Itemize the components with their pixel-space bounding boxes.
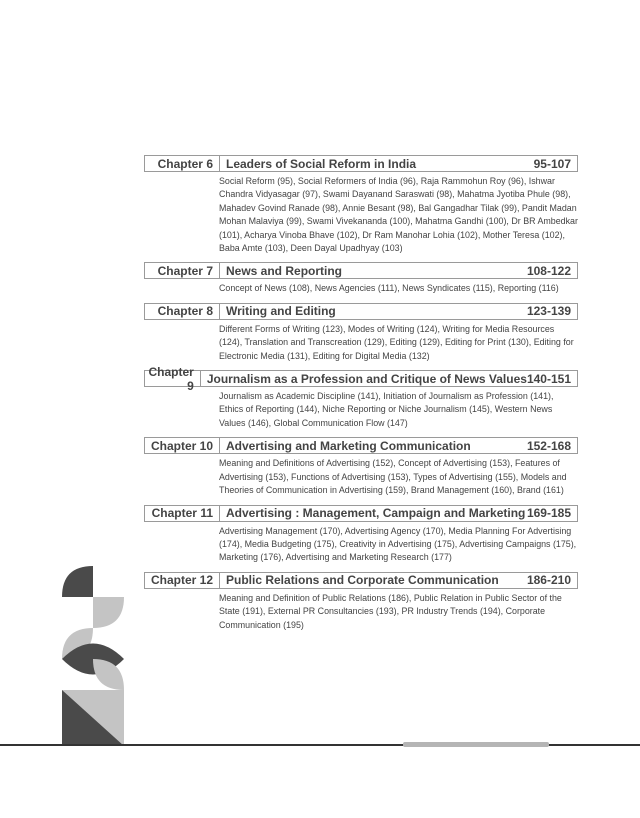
chapter-header xyxy=(144,505,578,522)
chapter-title: News and Reporting xyxy=(226,263,343,278)
decorative-leaf-graphic xyxy=(62,566,124,746)
light-leaf-shape-2 xyxy=(93,659,124,690)
chapter-pages: 108-122 xyxy=(526,263,571,278)
chapter-title: Public Relations and Corporate Communication xyxy=(226,573,499,588)
chapter-topics: Social Reform (95), Social Reformers of India (96), Raja Rammohun Roy (96), Ishwar Chandra Vidyasagar (97), Swami Dayanand Saraswati (98), Mahatma Jyotiba Phule (98), Mahadev Govind Ranade (98), Annie Besant (98), Bal Gangadhar Tilak (99), Pandit Madan Mohan Malaviya (99), Swami Vivekananda (100), Mahatma Gandhi (100), Dr BR Ambedkar (101), Acharya Vinoba Bhave (102), Dr Ram Manohar Lohia (102), Mother Teresa (102), Baba Amte (103), Deen Dayal Upadhyay (103) xyxy=(219,176,578,254)
chapter-pages: 140-151 xyxy=(526,371,571,386)
toc-entry xyxy=(144,505,578,565)
chapter-header xyxy=(144,303,578,320)
toc-entry xyxy=(144,155,578,255)
chapter-header xyxy=(144,437,578,454)
chapter-pages: 123-139 xyxy=(526,304,571,319)
chapter-number: Chapter 9 xyxy=(145,371,201,386)
chapter-pages: 169-185 xyxy=(526,506,571,520)
toc-entry xyxy=(144,437,578,497)
chapter-number: Chapter 7 xyxy=(145,263,220,278)
light-quarter-shape xyxy=(93,597,124,628)
horizontal-scrollbar-thumb[interactable] xyxy=(403,742,549,747)
chapter-title: Writing and Editing xyxy=(226,304,336,319)
chapter-topics: Different Forms of Writing (123), Modes of Writing (124), Writing for Media Resources (124), Translation and Transcreation (129), Editing (129), Editing for Print (130), Editing for Electronic Media (131), Editing for Digital Media (132) xyxy=(219,323,574,361)
chapter-title: Advertising : Management, Campaign and Marketing xyxy=(226,506,526,520)
toc-entry xyxy=(144,364,578,430)
toc-entry xyxy=(144,572,578,632)
chapter-topics: Meaning and Definitions of Advertising (152), Concept of Advertising (153), Features of Advertising (153), Functions of Advertising (153), Types of Advertising (155), Models and Theories of Communication in Advertising (159), Brand Management (160), Brand (161) xyxy=(219,458,567,496)
chapter-title: Journalism as a Profession and Critique of News Values xyxy=(206,371,527,386)
chapter-topics: Concept of News (108), News Agencies (111), News Syndicates (115), Reporting (116) xyxy=(219,283,559,294)
chapter-topics: Advertising Management (170), Advertising Agency (170), Media Planning For Advertising (174), Media Budgeting (175), Creativity in Advertising (175), Advertising Campaigns (175), Marketing (176), Advertising and Marketing Research (177) xyxy=(219,525,577,563)
chapter-number: Chapter 12 xyxy=(145,573,220,588)
chapter-number: Chapter 6 xyxy=(145,156,220,171)
chapter-header xyxy=(144,155,578,172)
chapter-number: Chapter 8 xyxy=(145,304,220,319)
chapter-header xyxy=(144,572,578,589)
chapter-number: Chapter 10 xyxy=(145,438,220,453)
chapter-title: Leaders of Social Reform in India xyxy=(226,156,417,171)
chapter-pages: 152-168 xyxy=(526,438,571,453)
chapter-pages: 186-210 xyxy=(526,573,571,588)
chapter-topics: Journalism as Academic Discipline (141), Initiation of Journalism as Profession (141), Ethics of Reporting (144), Niche Reporting or Niche Journalism (145), Western News Values (146), Global Communication Flow (147) xyxy=(219,391,554,428)
chapter-pages: 95-107 xyxy=(533,156,571,171)
chapter-header xyxy=(144,364,578,393)
dark-quarter-shape xyxy=(62,566,93,597)
toc-entry xyxy=(144,262,578,295)
chapter-title: Advertising and Marketing Communication xyxy=(226,438,471,453)
table-of-contents xyxy=(144,155,578,639)
chapter-number: Chapter 11 xyxy=(145,506,220,521)
chapter-topics: Meaning and Definition of Public Relations (186), Public Relation in Public Sector of the State (191), External PR Consultancies (193), PR Industry Trends (194), Corporate Communication (195) xyxy=(219,592,562,630)
chapter-header xyxy=(144,262,578,279)
toc-entry xyxy=(144,303,578,363)
